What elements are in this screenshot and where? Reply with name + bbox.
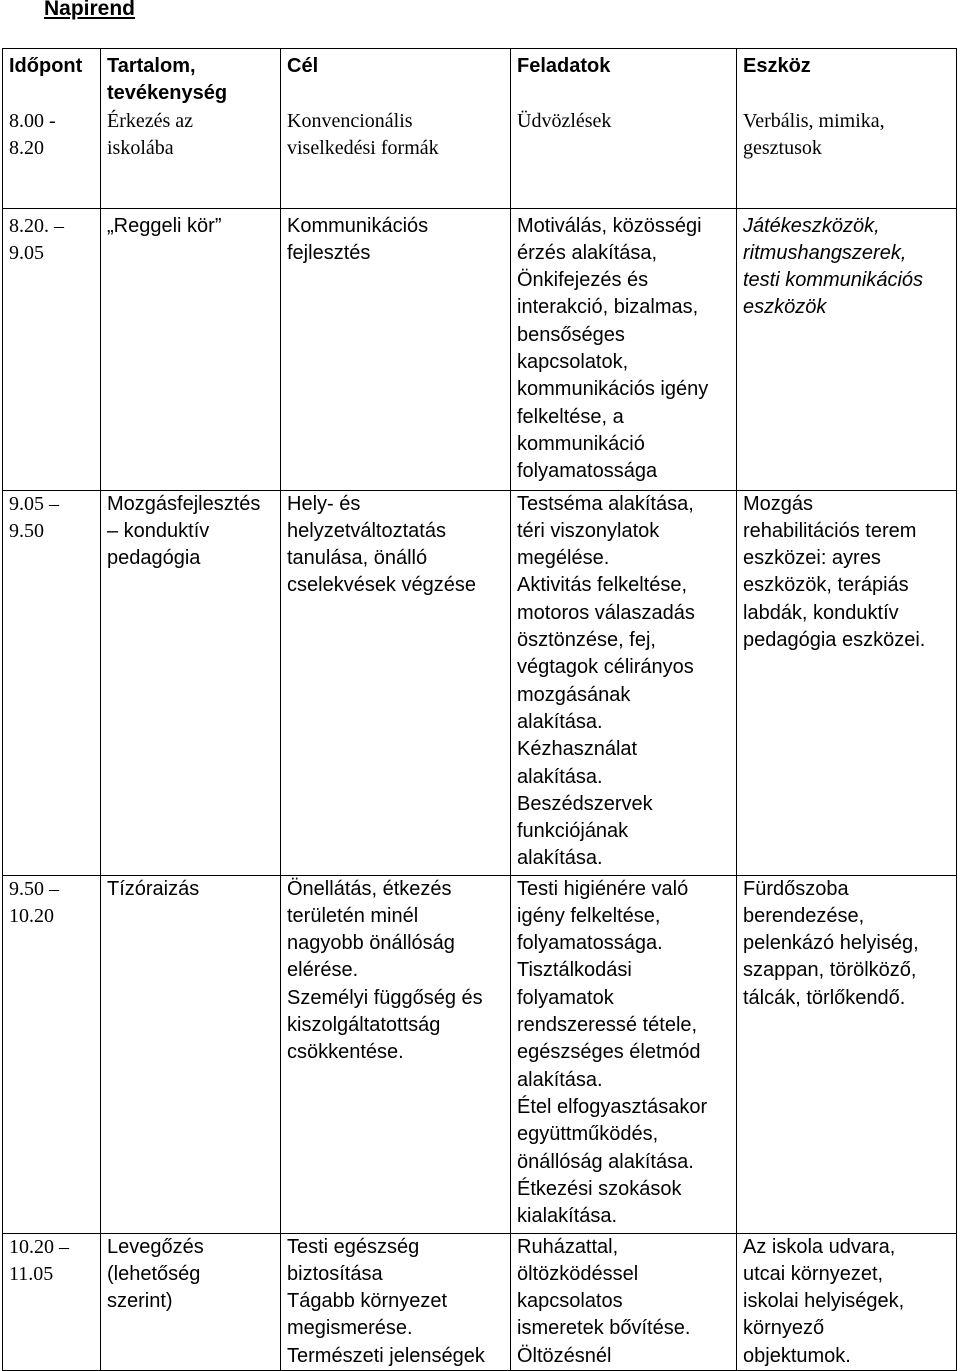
cell-line: Ruházattal, [517, 1235, 619, 1258]
cell-line: alakítása. [517, 765, 603, 788]
cell-goal [281, 208, 511, 490]
cell-content [101, 208, 281, 490]
cell-line: nagyobb önállóság [287, 932, 455, 955]
cell-line: iskolába [107, 136, 174, 159]
cell-line: 9.05 [9, 241, 44, 264]
cell-content [101, 490, 281, 875]
cell-line: interakció, bizalmas, [517, 296, 699, 319]
cell-line: kommunikációs igény [517, 378, 709, 401]
cell-tasks [511, 108, 737, 209]
cell-line: Testséma alakítása, [517, 492, 694, 515]
cell-tasks [511, 208, 737, 490]
cell-line: önállóság alakítása. [517, 1150, 694, 1173]
cell-line: gesztusok [743, 136, 822, 159]
cell-tools [737, 1233, 957, 1370]
cell-line: utcai környezet, [743, 1262, 884, 1285]
cell-line: helyzetváltoztatás [287, 519, 446, 542]
cell-line: pelenkázó helyiség, [743, 932, 919, 955]
cell-content [101, 108, 281, 209]
cell-line: – konduktív [107, 519, 210, 542]
cell-line: Öltözésnél [517, 1344, 612, 1367]
cell-line: Testi higiénére való [517, 877, 689, 900]
cell-line: folyamatok [517, 986, 614, 1009]
cell-line: pedagógia eszközei. [743, 629, 926, 652]
cell-line: Személyi függőség és [287, 986, 483, 1009]
cell-line: folyamatossága [517, 460, 658, 483]
cell-line: tálcák, törlőkendő. [743, 986, 906, 1009]
cell-line: érzés alakítása, [517, 241, 658, 264]
cell-line: kialakítása. [517, 1205, 618, 1228]
cell-line: Beszédszervek [517, 792, 653, 815]
cell-line: pedagógia [107, 547, 201, 570]
cell-line: motoros válaszadás [517, 601, 695, 624]
cell-content [101, 875, 281, 1233]
header-time: Időpont [3, 49, 101, 108]
cell-line: Hely- és [287, 492, 361, 515]
cell-line: Természeti jelenségek [287, 1344, 485, 1367]
cell-line: bensőséges [517, 323, 625, 346]
cell-tools [737, 875, 957, 1233]
cell-line: Mozgás [743, 492, 814, 515]
cell-line: végtagok célirányos [517, 656, 694, 679]
cell-line: Verbális, mimika, [743, 109, 885, 132]
cell-line: tanulása, önálló [287, 547, 428, 570]
cell-line: 9.05 – [9, 492, 59, 515]
cell-line: Játékeszközök, [743, 214, 880, 237]
table-row [3, 208, 957, 490]
cell-line: Tisztálkodási [517, 959, 632, 982]
cell-time [3, 208, 101, 490]
cell-line: kiszolgáltatottság [287, 1014, 441, 1037]
schedule-body [3, 108, 957, 1371]
cell-line: kapcsolatok, [517, 351, 629, 374]
cell-line: folyamatossága. [517, 932, 663, 955]
cell-line: Étel elfogyasztásakor [517, 1095, 708, 1118]
cell-tools [737, 208, 957, 490]
cell-line: szappan, törölköző, [743, 959, 917, 982]
cell-line: (lehetőség [107, 1262, 201, 1285]
cell-line: csökkentése. [287, 1041, 404, 1064]
header-goal: Cél [281, 49, 511, 108]
cell-tasks [511, 875, 737, 1233]
cell-line: alakítása. [517, 1068, 603, 1091]
cell-line: területén minél [287, 904, 419, 927]
cell-line: téri viszonylatok [517, 519, 660, 542]
cell-line: 8.00 - [9, 109, 56, 132]
cell-line: testi kommunikációs [743, 269, 924, 292]
cell-line: Kommunikációs [287, 214, 429, 237]
cell-line: ismeretek bővítése. [517, 1317, 691, 1340]
header-tools: Eszköz [737, 49, 957, 108]
cell-tools [737, 490, 957, 875]
page-title: Napirend [44, 0, 136, 20]
cell-line: berendezése, [743, 904, 865, 927]
cell-line: objektumok. [743, 1344, 851, 1367]
cell-line: funkciójának [517, 820, 629, 843]
cell-line: labdák, konduktív [743, 601, 899, 624]
cell-line: Motiválás, közösségi [517, 214, 702, 237]
cell-goal [281, 108, 511, 209]
header-row [3, 49, 957, 108]
cell-line: Önellátás, étkezés [287, 877, 452, 900]
cell-line: Az iskola udvara, [743, 1235, 896, 1258]
cell-line: eszközök [743, 296, 827, 319]
header-content: Tartalom, tevékenység [101, 49, 281, 108]
cell-time [3, 875, 101, 1233]
cell-goal [281, 1233, 511, 1370]
cell-line: cselekvések végzése [287, 574, 476, 597]
cell-line: Tízóraizás [107, 877, 200, 900]
cell-line: Levegőzés [107, 1235, 204, 1258]
cell-goal [281, 875, 511, 1233]
cell-line: biztosítása [287, 1262, 383, 1285]
table-row [3, 490, 957, 875]
cell-line: ösztönzése, fej, [517, 629, 656, 652]
cell-line: iskolai helyiségek, [743, 1290, 905, 1313]
cell-line: 8.20 [9, 136, 44, 159]
table-row [3, 875, 957, 1233]
cell-line: rehabilitációs terem [743, 519, 917, 542]
cell-line: 11.05 [9, 1262, 54, 1285]
cell-line: Fürdőszoba [743, 877, 849, 900]
table-row [3, 108, 957, 209]
cell-line: egészséges életmód [517, 1041, 701, 1064]
cell-line: alakítása. [517, 710, 603, 733]
header-tasks: Feladatok [511, 49, 737, 108]
cell-line: kommunikáció [517, 432, 645, 455]
cell-tools [737, 108, 957, 209]
cell-line: öltözködéssel [517, 1262, 639, 1285]
cell-time [3, 1233, 101, 1370]
table-row [3, 1233, 957, 1370]
cell-line: együttműködés, [517, 1123, 659, 1146]
cell-line: megélése. [517, 547, 610, 570]
cell-line: felkeltése, a [517, 405, 624, 428]
cell-line: kapcsolatos [517, 1290, 623, 1313]
cell-line: környező [743, 1317, 825, 1340]
cell-content [101, 1233, 281, 1370]
cell-line: fejlesztés [287, 241, 371, 264]
cell-line: 10.20 – [9, 1235, 69, 1258]
cell-line: szerint) [107, 1290, 173, 1313]
cell-line: „Reggeli kör” [107, 214, 222, 237]
cell-line: ritmushangszerek, [743, 241, 907, 264]
cell-line: 9.50 [9, 519, 44, 542]
cell-line: Tágabb környezet [287, 1290, 448, 1313]
cell-line: Érkezés az [107, 109, 194, 132]
cell-line: elérése. [287, 959, 359, 982]
cell-line: megismerése. [287, 1317, 413, 1340]
cell-time [3, 490, 101, 875]
cell-line: alakítása. [517, 847, 603, 870]
cell-line: 10.20 [9, 904, 54, 927]
cell-line: 8.20. – [9, 214, 64, 237]
cell-line: 9.50 – [9, 877, 59, 900]
cell-line: Testi egészség [287, 1235, 420, 1258]
cell-line: rendszeressé tétele, [517, 1014, 698, 1037]
cell-line: igény felkeltése, [517, 904, 661, 927]
cell-line: mozgásának [517, 683, 631, 706]
cell-tasks [511, 490, 737, 875]
cell-line: Aktivitás felkeltése, [517, 574, 688, 597]
cell-tasks [511, 1233, 737, 1370]
cell-time [3, 108, 101, 209]
cell-line: eszközei: ayres [743, 547, 881, 570]
cell-line: Önkifejezés és [517, 269, 649, 292]
cell-line: Étkezési szokások [517, 1177, 682, 1200]
cell-line: Mozgásfejlesztés [107, 492, 261, 515]
cell-line: viselkedési formák [287, 136, 439, 159]
cell-line: eszközök, terápiás [743, 574, 909, 597]
schedule-table [2, 48, 957, 1371]
cell-line: Kézhasználat [517, 738, 638, 761]
cell-line: Konvencionális [287, 109, 413, 132]
cell-goal [281, 490, 511, 875]
cell-line: Üdvözlések [517, 109, 612, 132]
